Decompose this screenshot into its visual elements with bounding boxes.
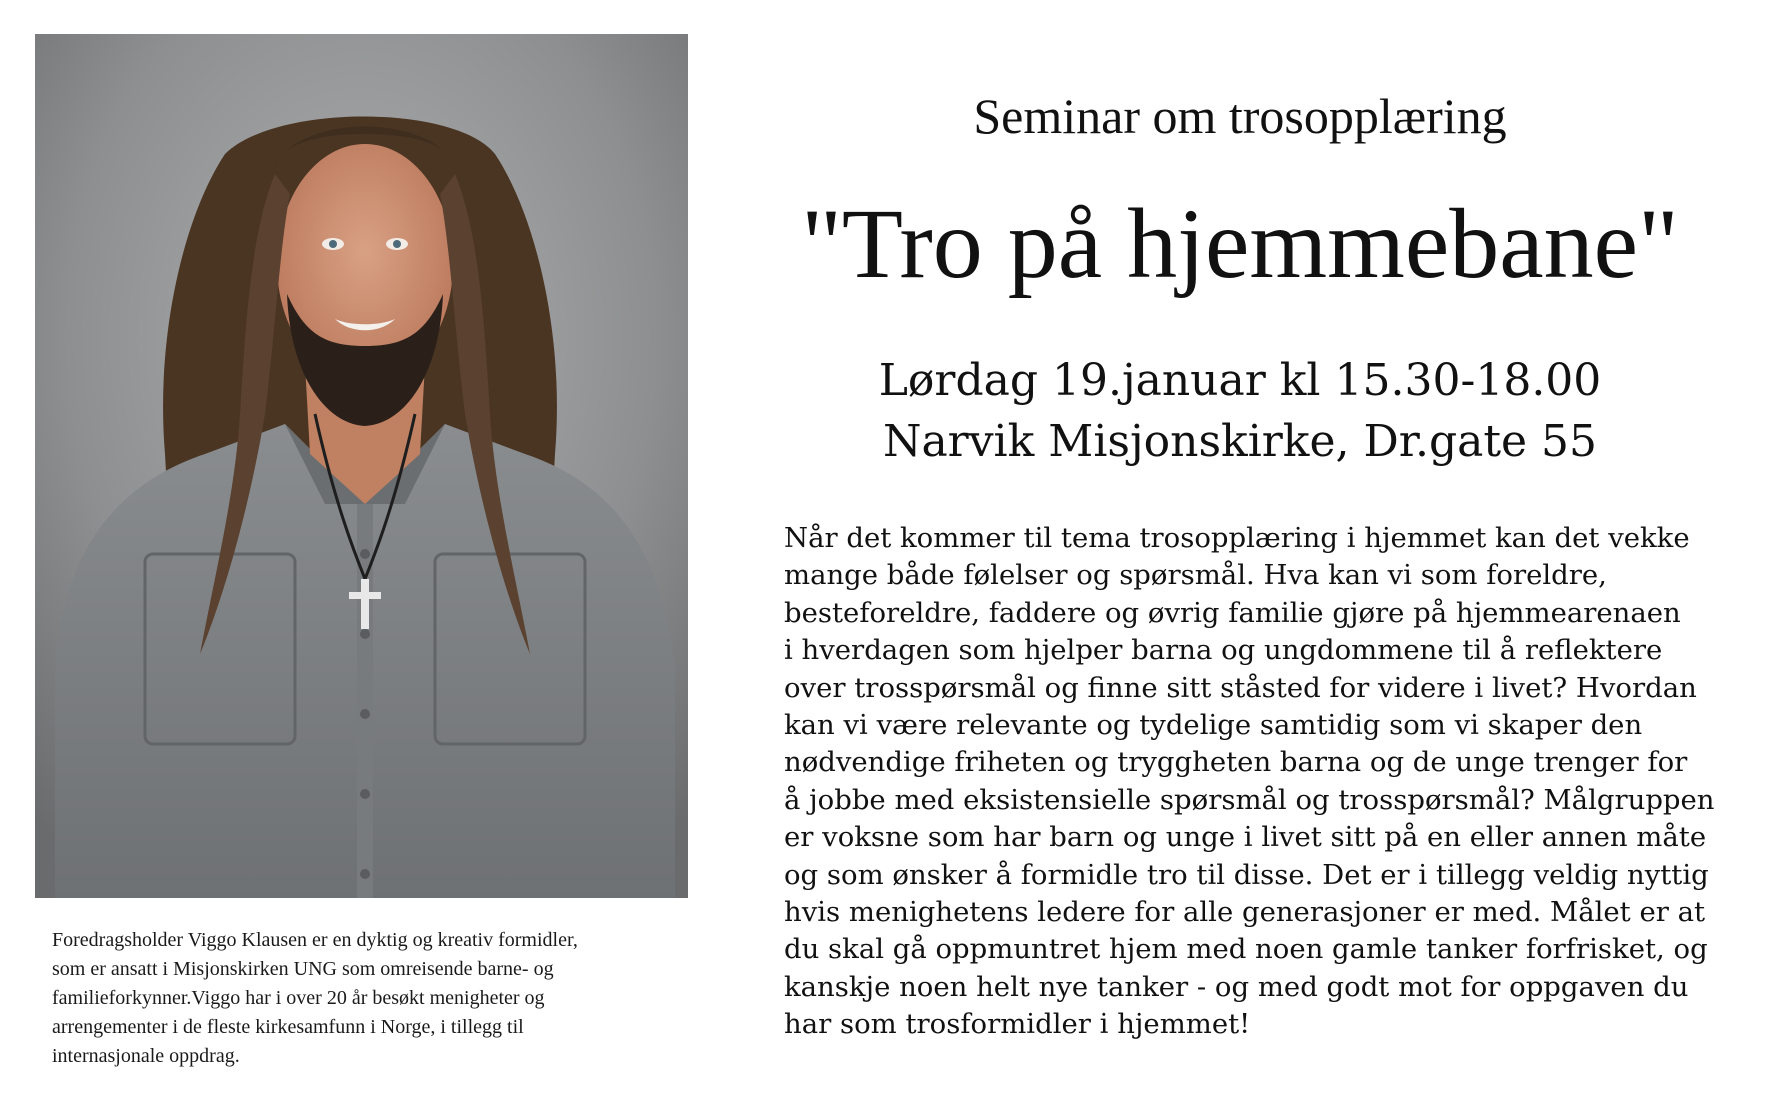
event-info xyxy=(720,350,1760,472)
description-line: du skal gå oppmuntret hjem med noen gamle tanker forfrisket, og xyxy=(784,933,1708,966)
speaker-photo xyxy=(35,34,688,898)
seminar-subtitle: Seminar om trosopplæring xyxy=(973,88,1507,144)
description-line: mange både følelser og spørsmål. Hva kan vi som foreldre, xyxy=(784,559,1607,592)
description-line: i hverdagen som hjelper barna og ungdommene til å reflektere xyxy=(784,634,1663,667)
speaker-caption xyxy=(52,926,692,1071)
description-line: har som trosformidler i hjemmet! xyxy=(784,1008,1251,1041)
caption-line: arrengementer i de fleste kirkesamfunn i Norge, i tillegg til xyxy=(52,1016,524,1038)
caption-line: som er ansatt i Misjonskirken UNG som omreisende barne- og xyxy=(52,958,554,980)
event-location: Narvik Misjonskirke, Dr.gate 55 xyxy=(882,416,1598,467)
event-date-time: Lørdag 19.januar kl 15.30-18.00 xyxy=(878,355,1602,406)
description-line: å jobbe med eksistensielle spørsmål og trosspørsmål? Målgruppen xyxy=(784,783,1715,816)
description-line: nødvendige friheten og tryggheten barna og de unge trenger for xyxy=(784,746,1688,779)
event-description xyxy=(784,520,1744,1044)
description-line: hvis menighetens ledere for alle generasjoner er med. Målet er at xyxy=(784,896,1706,929)
caption-line: familieforkynner.Viggo har i over 20 år besøkt menigheter og xyxy=(52,987,545,1009)
description-line: over trosspørsmål og finne sitt ståsted for videre i livet? Hvordan xyxy=(784,671,1697,704)
caption-line: Foredragsholder Viggo Klausen er en dyktig og kreativ formidler, xyxy=(52,929,578,951)
description-line: besteforeldre, faddere og øvrig familie gjøre på hjemmearenaen xyxy=(784,596,1681,629)
speaker-portrait-illustration xyxy=(35,34,688,898)
description-line: og som ønsker å formidle tro til disse. Det er i tillegg veldig nyttig xyxy=(784,858,1709,891)
description-line: Når det kommer til tema trosopplæring i hjemmet kan det vekke xyxy=(784,522,1690,554)
description-line: er voksne som har barn og unge i livet sitt på en eller annen måte xyxy=(784,821,1707,854)
caption-line: internasjonale oppdrag. xyxy=(52,1045,240,1067)
event-title: "Tro på hjemmebane" xyxy=(801,188,1679,299)
description-line: kan vi være relevante og tydelige samtidig som vi skaper den xyxy=(784,709,1643,742)
description-line: kanskje noen helt nye tanker - og med godt mot for oppgaven du xyxy=(784,970,1689,1003)
